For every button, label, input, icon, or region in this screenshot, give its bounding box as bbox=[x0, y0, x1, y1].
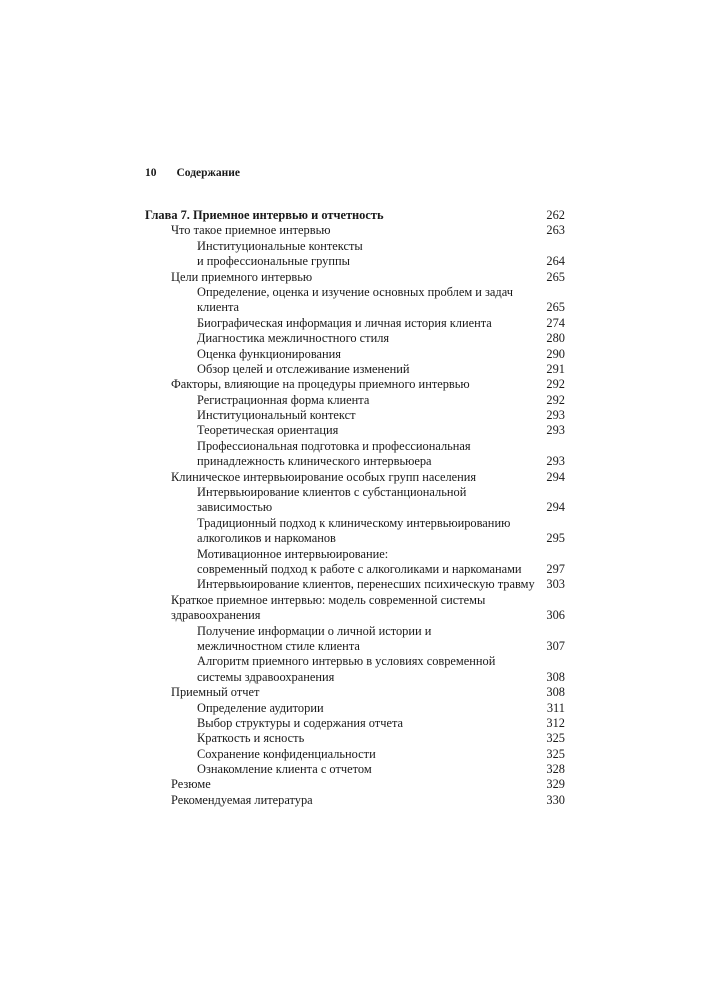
toc-entry bbox=[145, 223, 565, 238]
toc-entry bbox=[145, 485, 565, 500]
toc-entry-text: Определение аудитории bbox=[197, 700, 324, 715]
toc-entry-text: Алгоритм приемного интервью в условиях современной bbox=[197, 654, 496, 669]
toc-entry-text: Приемный отчет bbox=[171, 685, 260, 700]
toc-entry-text: Выбор структуры и содержания отчета bbox=[197, 715, 404, 730]
toc-entry bbox=[145, 470, 565, 485]
toc-entry-page: 308 bbox=[546, 685, 565, 700]
toc-entry-text: Резюме bbox=[171, 777, 211, 792]
toc-entry-page: 325 bbox=[546, 731, 565, 746]
toc-entry-page: 274 bbox=[546, 315, 565, 330]
toc-entry-text: Обзор целей и отслеживание изменений bbox=[197, 361, 410, 376]
running-head bbox=[145, 167, 240, 179]
toc-entry-text: зависимостью bbox=[197, 500, 273, 515]
toc-entry-text: Профессиональная подготовка и профессиональная bbox=[197, 438, 471, 453]
toc-entry-page: 297 bbox=[546, 561, 565, 576]
toc-entry bbox=[145, 608, 565, 623]
toc-entry bbox=[145, 439, 565, 454]
toc-entry-page: 294 bbox=[546, 469, 565, 484]
toc-entry bbox=[145, 393, 565, 408]
toc-entry bbox=[145, 777, 565, 792]
toc-entry-page: 291 bbox=[546, 361, 565, 376]
toc-entry bbox=[145, 300, 565, 315]
toc-entry bbox=[145, 685, 565, 700]
toc-entry bbox=[145, 562, 565, 577]
toc-entry-text: Краткость и ясность bbox=[197, 731, 305, 746]
toc-entry-page: 325 bbox=[546, 746, 565, 761]
toc-entry-text: принадлежность клинического интервьюера bbox=[197, 454, 432, 469]
toc-entry-page: 280 bbox=[546, 331, 565, 346]
toc-entry bbox=[145, 731, 565, 746]
toc-entry bbox=[145, 531, 565, 546]
toc-entry bbox=[145, 670, 565, 685]
toc-entry bbox=[145, 377, 565, 392]
toc-entry bbox=[145, 701, 565, 716]
toc-entry bbox=[145, 654, 565, 669]
toc-entry-text: Институциональный контекст bbox=[197, 408, 356, 423]
toc-entry-page: 307 bbox=[546, 638, 565, 653]
toc-entry-text: Интервьюирование клиентов с субстанциональной bbox=[197, 485, 467, 500]
toc-entry bbox=[145, 639, 565, 654]
toc-entry-page: 293 bbox=[546, 408, 565, 423]
toc-entry-page: 303 bbox=[546, 577, 565, 592]
toc-entry-text: Цели приемного интервью bbox=[171, 269, 313, 284]
toc-entry-text: Регистрационная форма клиента bbox=[197, 392, 370, 407]
toc-entry-text: Что такое приемное интервью bbox=[171, 223, 331, 238]
toc-entry bbox=[145, 762, 565, 777]
toc-entry-page: 265 bbox=[546, 300, 565, 315]
toc-entry-text: Институциональные контексты bbox=[197, 238, 363, 253]
toc-entry bbox=[145, 347, 565, 362]
toc-entry bbox=[145, 331, 565, 346]
toc-entry-text: Традиционный подход к клиническому интервьюированию bbox=[197, 515, 511, 530]
toc-entry bbox=[145, 593, 565, 608]
table-of-contents bbox=[145, 208, 565, 808]
toc-entry-page: 265 bbox=[546, 269, 565, 284]
toc-entry-text: Глава 7. Приемное интервью и отчетность bbox=[145, 208, 384, 222]
toc-entry-text: Краткое приемное интервью: модель современной системы bbox=[171, 592, 486, 607]
toc-entry bbox=[145, 500, 565, 515]
toc-entry-text: межличностном стиле клиента bbox=[197, 638, 360, 653]
toc-entry-text: Рекомендуемая литература bbox=[171, 792, 313, 807]
toc-entry bbox=[145, 547, 565, 562]
toc-entry-page: 329 bbox=[546, 777, 565, 792]
toc-entry bbox=[145, 408, 565, 423]
toc-entry bbox=[145, 716, 565, 731]
toc-entry bbox=[145, 239, 565, 254]
toc-entry-page: 292 bbox=[546, 392, 565, 407]
toc-entry-text: Получение информации о личной истории и bbox=[197, 623, 432, 638]
toc-entry-page: 311 bbox=[546, 700, 565, 715]
toc-chapter-entry bbox=[145, 208, 565, 223]
toc-entry-text: алкоголиков и наркоманов bbox=[197, 531, 336, 546]
toc-entry-page: 293 bbox=[546, 454, 565, 469]
toc-entry-text: системы здравоохранения bbox=[197, 669, 335, 684]
toc-entry-text: Определение, оценка и изучение основных проблем и задач bbox=[197, 284, 513, 299]
toc-entry bbox=[145, 285, 565, 300]
section-title: Содержание bbox=[176, 167, 240, 179]
toc-entry bbox=[145, 577, 565, 592]
toc-entry-text: Оценка функционирования bbox=[197, 346, 341, 361]
toc-entry-page: 294 bbox=[546, 500, 565, 515]
toc-entry bbox=[145, 270, 565, 285]
toc-entry bbox=[145, 316, 565, 331]
toc-entry-text: Клиническое интервьюирование особых групп населения bbox=[171, 469, 477, 484]
toc-entry-page: 264 bbox=[546, 254, 565, 269]
toc-entry-page: 292 bbox=[546, 377, 565, 392]
toc-entry-text: Интервьюирование клиентов, перенесших психическую травму bbox=[197, 577, 535, 592]
toc-entry-text: Факторы, влияющие на процедуры приемного интервью bbox=[171, 377, 470, 392]
toc-entry-page: 308 bbox=[546, 669, 565, 684]
toc-entry-page: 290 bbox=[546, 346, 565, 361]
toc-entry-text: Теоретическая ориентация bbox=[197, 423, 339, 438]
toc-entry-text: современный подход к работе с алкоголиками и наркоманами bbox=[197, 561, 522, 576]
toc-entry-page: 328 bbox=[546, 762, 565, 777]
toc-entry-page: 263 bbox=[546, 223, 565, 238]
page-number: 10 bbox=[145, 167, 157, 179]
toc-entry bbox=[145, 454, 565, 469]
toc-entry bbox=[145, 624, 565, 639]
toc-entry-page: 330 bbox=[546, 792, 565, 807]
toc-entry bbox=[145, 516, 565, 531]
toc-entry-text: Мотивационное интервьюирование: bbox=[197, 546, 389, 561]
toc-entry-text: Диагностика межличностного стиля bbox=[197, 331, 390, 346]
toc-entry bbox=[145, 362, 565, 377]
toc-entry-text: здравоохранения bbox=[171, 608, 261, 623]
toc-entry-page: 293 bbox=[546, 423, 565, 438]
toc-entry-page: 295 bbox=[546, 531, 565, 546]
toc-entry bbox=[145, 423, 565, 438]
toc-entry-page: 262 bbox=[546, 208, 565, 222]
toc-entry-text: и профессиональные группы bbox=[197, 254, 350, 269]
toc-entry-page: 306 bbox=[546, 608, 565, 623]
toc-entry-page: 312 bbox=[546, 715, 565, 730]
toc-entry bbox=[145, 254, 565, 269]
toc-entry bbox=[145, 747, 565, 762]
toc-entry bbox=[145, 793, 565, 808]
toc-entry-text: клиента bbox=[197, 300, 240, 315]
toc-entry-text: Биографическая информация и личная история клиента bbox=[197, 315, 492, 330]
toc-entry-text: Ознакомление клиента с отчетом bbox=[197, 762, 372, 777]
toc-entry-text: Сохранение конфиденциальности bbox=[197, 746, 376, 761]
